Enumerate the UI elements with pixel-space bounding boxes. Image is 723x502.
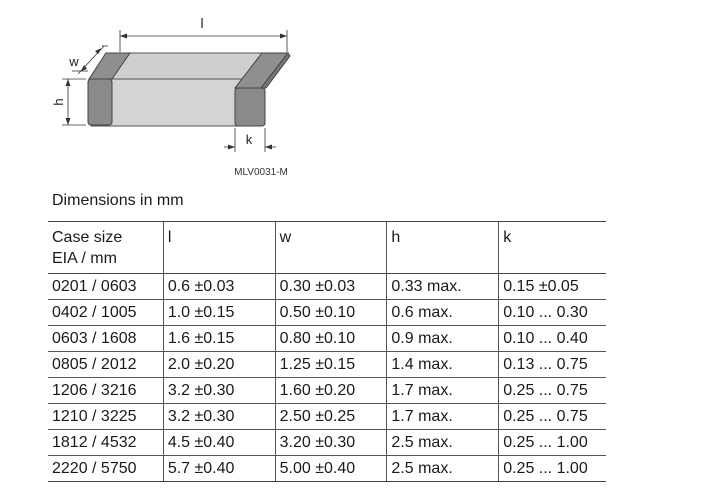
cell-case-size: 0603 / 1608: [48, 326, 163, 352]
cell-case-size: 1812 / 4532: [48, 430, 163, 456]
cell-l: 0.6 ±0.03: [163, 274, 275, 300]
table-row: [48, 326, 606, 352]
cell-w: 1.25 ±0.15: [275, 352, 387, 378]
header-case-size-line1: Case size: [52, 229, 123, 246]
table-row: [48, 378, 606, 404]
cell-k: 0.15 ±0.05: [499, 274, 606, 300]
cell-l: 1.0 ±0.15: [163, 300, 275, 326]
dimensions-table: [48, 221, 606, 482]
drawing-code: MLV0031-M: [234, 167, 288, 178]
cell-l: 2.0 ±0.20: [163, 352, 275, 378]
cell-k: 0.10 ... 0.40: [499, 326, 606, 352]
cell-w: 3.20 ±0.30: [275, 430, 387, 456]
table-row: [48, 430, 606, 456]
header-l-label: l: [167, 229, 172, 246]
cell-l: 4.5 ±0.40: [163, 430, 275, 456]
cell-w: 0.80 ±0.10: [275, 326, 387, 352]
cell-h: 0.6 max.: [387, 300, 499, 326]
table-row: [48, 404, 606, 430]
height-label: h: [51, 98, 66, 106]
cell-w: 0.30 ±0.03: [275, 274, 387, 300]
cell-w: 5.00 ±0.40: [275, 456, 387, 482]
cell-k: 0.13 ... 0.75: [499, 352, 606, 378]
cell-case-size: 1206 / 3216: [48, 378, 163, 404]
cell-w: 0.50 ±0.10: [275, 300, 387, 326]
header-case-size: [48, 222, 163, 274]
header-k-label: k: [503, 229, 512, 246]
cell-k: 0.25 ... 1.00: [499, 430, 606, 456]
cell-w: 1.60 ±0.20: [275, 378, 387, 404]
header-case-size-line2: EIA / mm: [52, 250, 117, 267]
dimensions-heading: Dimensions in mm: [52, 192, 184, 209]
table-row: [48, 352, 606, 378]
cell-h: 1.7 max.: [387, 378, 499, 404]
header-h-label: h: [391, 229, 401, 246]
cell-k: 0.25 ... 0.75: [499, 404, 606, 430]
cell-case-size: 0201 / 0603: [48, 274, 163, 300]
length-label: l: [200, 15, 204, 31]
cell-w: 2.50 ±0.25: [275, 404, 387, 430]
cell-k: 0.25 ... 1.00: [499, 456, 606, 482]
cell-l: 3.2 ±0.30: [163, 404, 275, 430]
cell-case-size: 0805 / 2012: [48, 352, 163, 378]
table-header-row: [48, 222, 606, 274]
component-dimension-drawing: [40, 8, 320, 183]
header-w: [275, 222, 387, 274]
table-row: [48, 456, 606, 482]
cell-case-size: 1210 / 3225: [48, 404, 163, 430]
terminal-width-label: k: [245, 132, 253, 147]
header-k: [499, 222, 606, 274]
cell-case-size: 0402 / 1005: [48, 300, 163, 326]
cell-h: 0.33 max.: [387, 274, 499, 300]
length-dimension: [120, 30, 287, 52]
cell-l: 3.2 ±0.30: [163, 378, 275, 404]
cell-l: 5.7 ±0.40: [163, 456, 275, 482]
cell-h: 0.9 max.: [387, 326, 499, 352]
width-label: w: [69, 54, 79, 69]
cell-case-size: 2220 / 5750: [48, 456, 163, 482]
header-h: [387, 222, 499, 274]
cell-h: 1.7 max.: [387, 404, 499, 430]
cell-k: 0.25 ... 0.75: [499, 378, 606, 404]
cell-h: 2.5 max.: [387, 430, 499, 456]
cell-h: 1.4 max.: [387, 352, 499, 378]
table-row: [48, 274, 606, 300]
cell-h: 2.5 max.: [387, 456, 499, 482]
cell-k: 0.10 ... 0.30: [499, 300, 606, 326]
cell-l: 1.6 ±0.15: [163, 326, 275, 352]
header-w-label: w: [279, 229, 292, 246]
header-l: [163, 222, 275, 274]
table-row: [48, 300, 606, 326]
